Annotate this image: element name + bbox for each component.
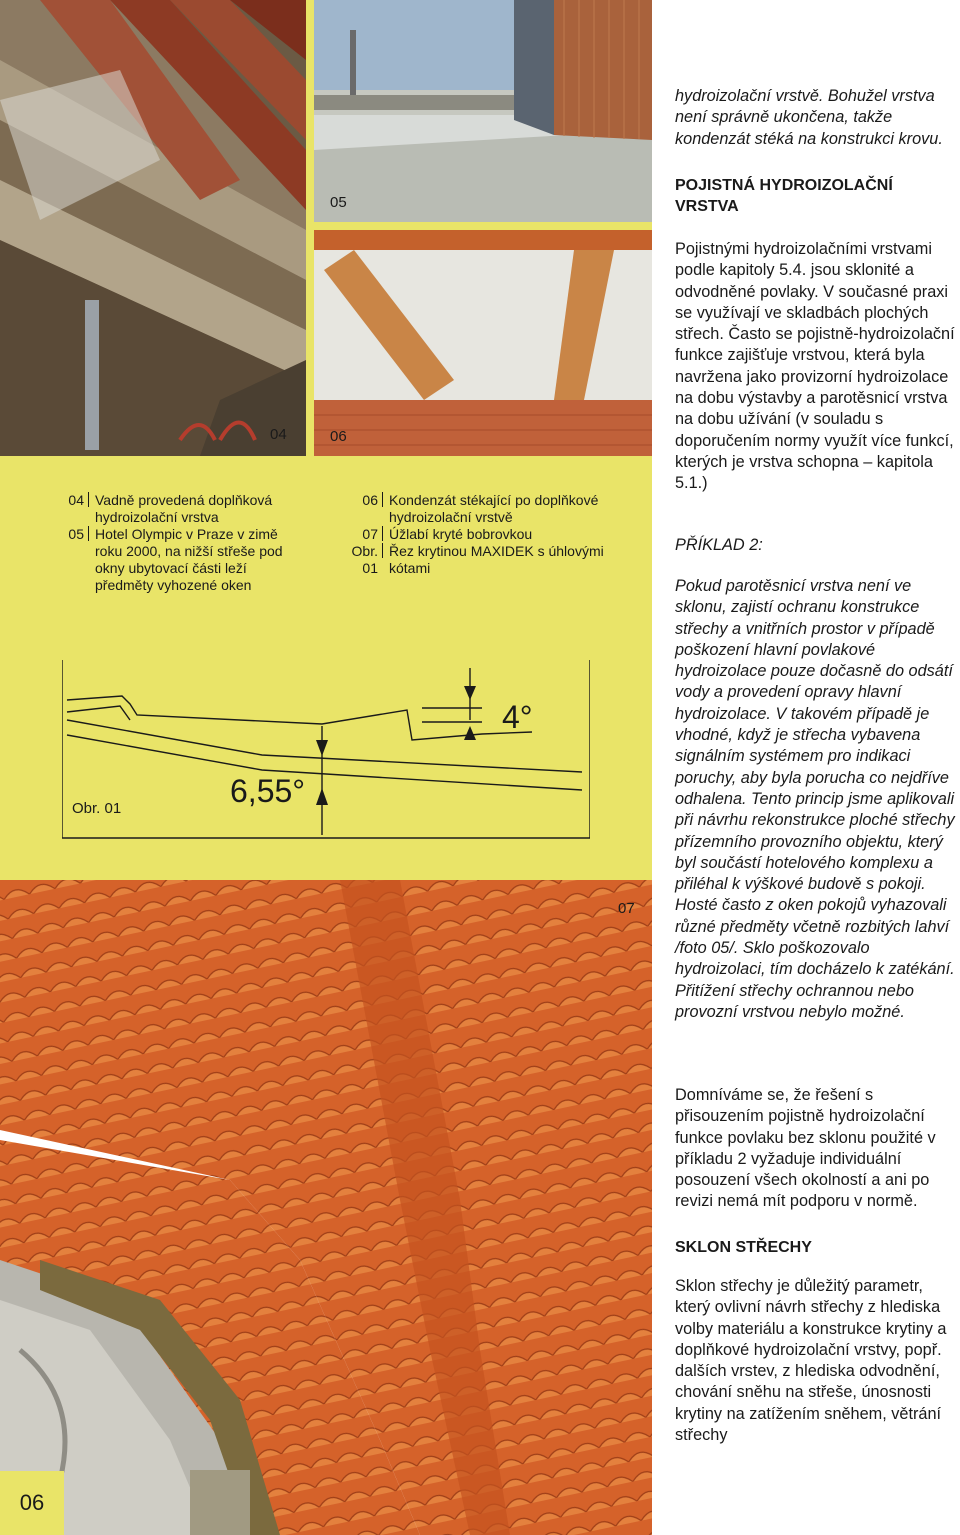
page-number: 06 — [0, 1471, 64, 1535]
heading-pojistna: POJISTNÁ HYDROIZOLAČNÍ VRSTVA — [675, 177, 893, 215]
drawing-label: Obr. 01 — [72, 800, 122, 817]
caption-06-number: 06 — [338, 492, 383, 507]
photo-06 — [314, 230, 652, 456]
caption-05 — [56, 526, 296, 594]
captions-left — [56, 492, 296, 594]
caption-04 — [56, 492, 296, 526]
angle-right-label: 4° — [502, 699, 533, 735]
example-label: PŘÍKLAD 2: — [675, 536, 763, 554]
caption-07-number: 07 — [338, 526, 383, 541]
section-drawing — [62, 660, 590, 840]
heading-sklon: SKLON STŘECHY — [675, 1239, 812, 1256]
caption-obr01-number: Obr. 01 — [338, 543, 383, 558]
photo-06-number: 06 — [330, 428, 347, 445]
caption-06-text: Kondenzát stékající po doplňkové hydroizolační vrstvě — [389, 492, 599, 525]
photo-05 — [314, 0, 652, 222]
photo-07 — [0, 880, 652, 1535]
photo-04 — [0, 0, 306, 456]
paragraph-pojistna: Pojistnými hydroizolačními vrstvami podle kapitoly 5.4. jsou sklonité a odvodněné povlaky. V současné praxi se využívají ve skladbách plochých střech. Často se pojistně-hydroizolační funkce zajišťuje vrstvou, která byla navržena jako provizorní hydroizolace na dobu výstavby a parotěsnicí vrstva na dobu užívání (v souladu s doporučením normy využít více funkcí, kterých je vrstva schopna – kapitola 5.1.) — [675, 240, 955, 493]
caption-05-number: 05 — [56, 526, 89, 541]
caption-07 — [338, 526, 628, 543]
paragraph-conclusion: Domníváme se, že řešení s přisouzením pojistně hydroizolační funkce povlaku bez sklonu použité v příkladu 2 vyžaduje individuální posouzení všech okolností a ani po revizi nemá mít podporu v normě. — [675, 1086, 936, 1211]
photo-05-number: 05 — [330, 194, 347, 211]
angle-left-label: 6,55° — [230, 773, 306, 809]
example-paragraph: Pokud parotěsnicí vrstva není ve sklonu, zajistí ochranu konstrukce střechy a vnitřních prostor v případě poškození hlavní povlakové hydroizolace pouze dočasně do odsátí vody a provedení opravy hlavní hydroizolace. V takovém případě je vhodné, když je střecha vybavena signálním systémem pro indikaci poruchy, aby byla porucha co nejdříve odhalena. Tento princip jsme aplikovali při návrhu rekonstrukce ploché střechy přízemního provozního objektu, který byl součástí hotelového komplexu a přiléhal k výškové budově s pokoji. Hosté často z oken pokojů vyhazovali různé předměty včetně rozbitých lahví /foto 05/. Sklo poškozovalo hydroizolaci, tím docházelo k zatékání. Přitížení střechy ochrannou nebo provozní vrstvou nebylo možné. — [675, 577, 955, 1021]
captions-mid — [338, 492, 628, 577]
caption-obr01-text: Řez krytinou MAXIDEK s úhlovými kótami — [389, 543, 604, 576]
intro-text: hydroizolační vrstvě. Bohužel vrstva není správně ukončena, takže kondenzát stéká na konstrukci krovu. — [675, 87, 943, 148]
caption-04-text: Vadně provedená doplňková hydroizolační vrstva — [95, 492, 273, 525]
photo-07-number: 07 — [618, 900, 635, 917]
caption-04-number: 04 — [56, 492, 89, 507]
caption-07-text: Úžlabí kryté bobrovkou — [389, 526, 533, 542]
paragraph-sklon: Sklon střechy je důležitý parametr, který ovlivní návrh střechy z hlediska volby materiálu a konstrukce krytiny a doplňkové hydroizolační vrstvy, popř. dalších vrstev, z hlediska odvodnění, chování sněhu na střeše, únosnosti krytiny na zatížením sněhem, větrání střechy — [675, 1277, 947, 1445]
photo-04-number: 04 — [270, 426, 287, 443]
caption-05-text: Hotel Olympic v Praze v zimě roku 2000, na nižší střeše pod okny ubytovací části leží předměty vyhozené oken — [95, 526, 283, 593]
caption-06 — [338, 492, 628, 526]
caption-obr01 — [338, 543, 628, 577]
